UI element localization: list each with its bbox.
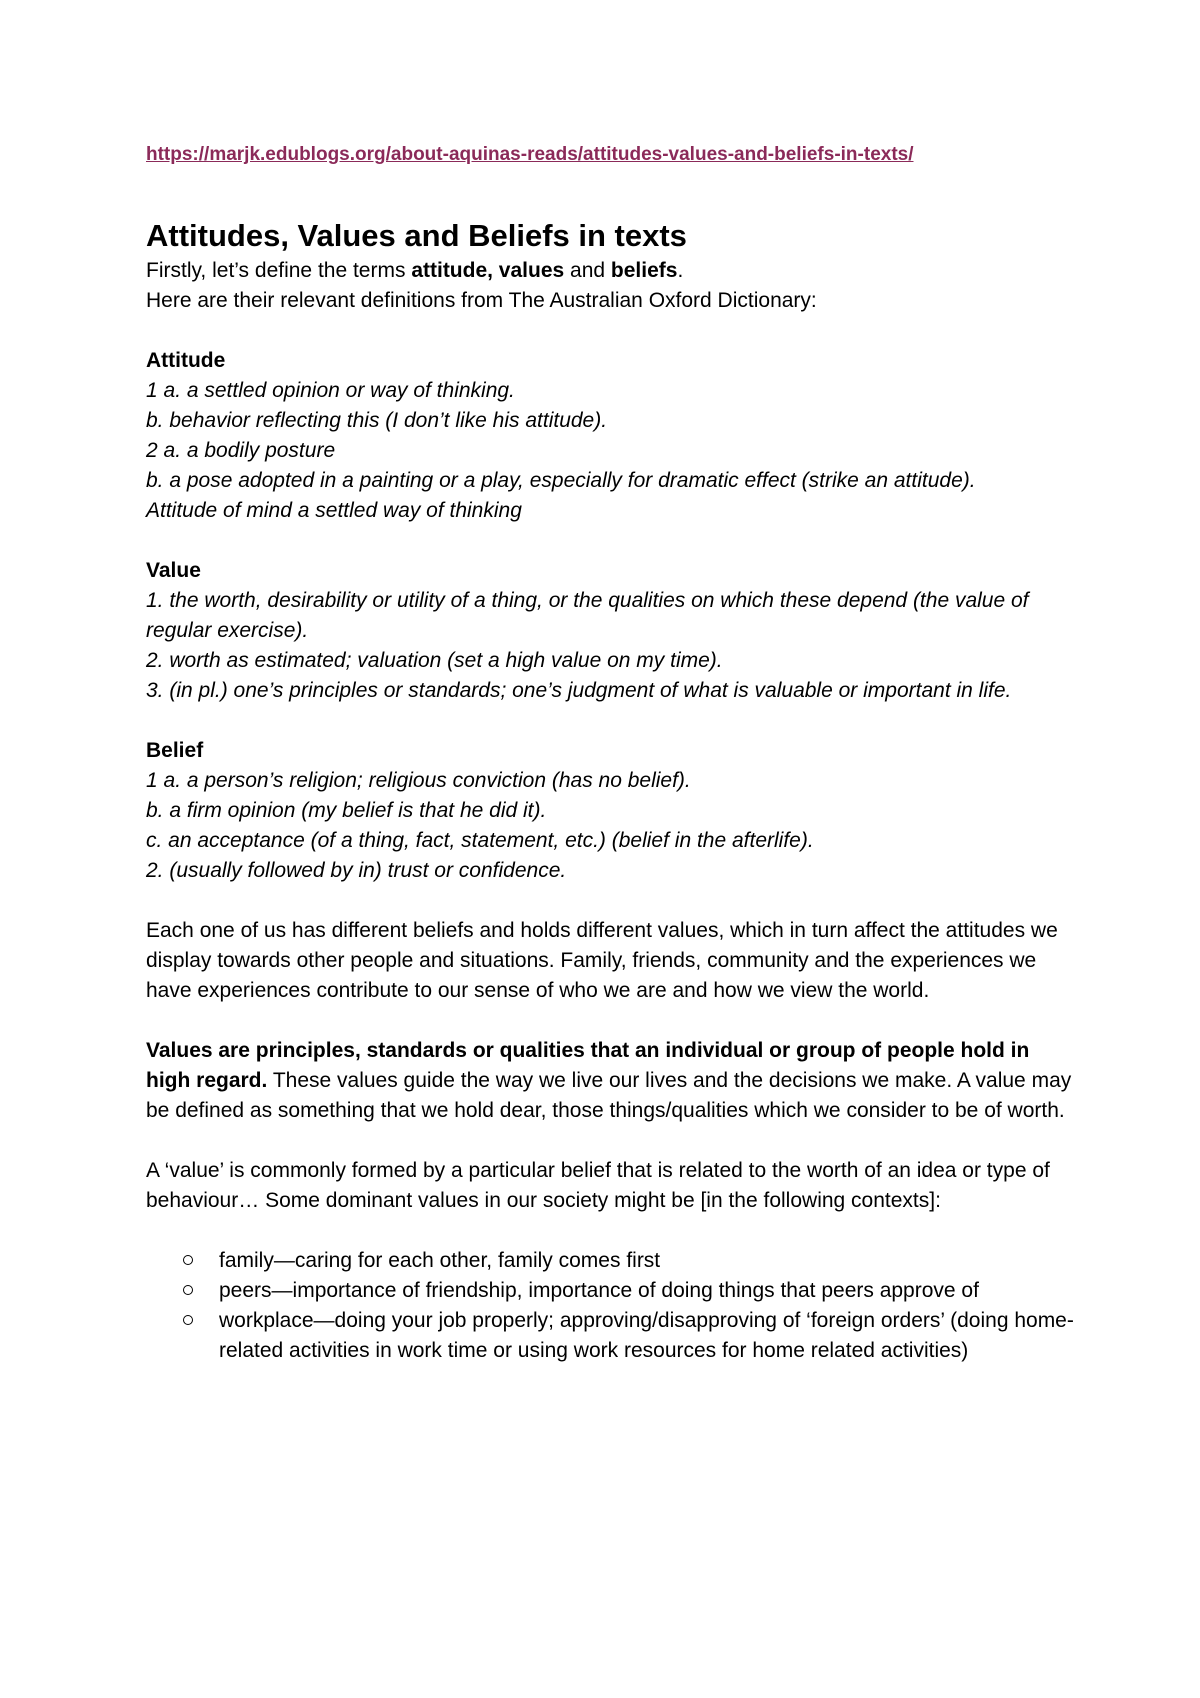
belief-heading: Belief <box>146 739 204 762</box>
attitude-def: 1 a. a settled opinion or way of thinking. <box>146 379 515 402</box>
belief-def: b. a firm opinion (my belief is that he did it). <box>146 799 547 822</box>
intro-line-1: Firstly, let’s define the terms attitude, values and beliefs. <box>146 259 684 282</box>
value-heading: Value <box>146 559 201 582</box>
value-section <box>146 556 1076 706</box>
value-def: 1. the worth, desirability or utility of a thing, or the qualities on which these depend (the value of regular exercise). <box>146 589 1029 642</box>
hollow-circle-bullet-icon <box>183 1255 193 1265</box>
list-item: peers—importance of friendship, importance of doing things that peers approve of <box>146 1276 1076 1306</box>
belief-def: 2. (usually followed by in) trust or confidence. <box>146 859 567 882</box>
list-item: workplace—doing your job properly; approving/disapproving of ‘foreign orders’ (doing home-related activities in work time or using work resources for home related activities) <box>146 1306 1076 1366</box>
document-content <box>146 140 1076 1366</box>
hollow-circle-bullet-icon <box>183 1315 193 1325</box>
intro-line-2: Here are their relevant definitions from The Australian Oxford Dictionary: <box>146 289 817 312</box>
attitude-heading: Attitude <box>146 349 226 372</box>
belief-def: c. an acceptance (of a thing, fact, statement, etc.) (belief in the afterlife). <box>146 829 814 852</box>
paragraph-dominant-values: A ‘value’ is commonly formed by a particular belief that is related to the worth of an idea or type of behaviour… Some dominant values in our society might be [in the following contexts]: <box>146 1159 1050 1212</box>
attitude-def: b. behavior reflecting this (I don’t like his attitude). <box>146 409 608 432</box>
belief-def: 1 a. a person’s religion; religious conviction (has no belief). <box>146 769 691 792</box>
source-link[interactable]: https://marjk.edublogs.org/about-aquinas-reads/attitudes-values-and-beliefs-in-texts/ <box>146 144 914 165</box>
list-item: family—caring for each other, family comes first <box>146 1246 1076 1276</box>
value-def: 3. (in pl.) one’s principles or standards; one’s judgment of what is valuable or important in life. <box>146 679 1012 702</box>
paragraph-values-definition: Values are principles, standards or qualities that an individual or group of people hold in high regard. These values guide the way we live our lives and the decisions we make. A value may be defined as something that we hold dear, those things/qualities which we consider to be of worth. <box>146 1039 1072 1122</box>
attitude-def: Attitude of mind a settled way of thinking <box>146 499 522 522</box>
hollow-circle-bullet-icon <box>183 1285 193 1295</box>
value-def: 2. worth as estimated; valuation (set a high value on my time). <box>146 649 723 672</box>
attitude-section <box>146 346 1076 526</box>
attitude-def: 2 a. a bodily posture <box>146 439 336 462</box>
paragraph-beliefs-values: Each one of us has different beliefs and holds different values, which in turn affect the attitudes we display towards other people and situations. Family, friends, community and the experiences we have experiences contribute to our sense of who we are and how we view the world. <box>146 919 1058 1002</box>
attitude-def: b. a pose adopted in a painting or a play, especially for dramatic effect (strike an attitude). <box>146 469 976 492</box>
belief-section <box>146 736 1076 886</box>
document-title: Attitudes, Values and Beliefs in texts <box>146 218 687 253</box>
contexts-list <box>146 1246 1076 1366</box>
